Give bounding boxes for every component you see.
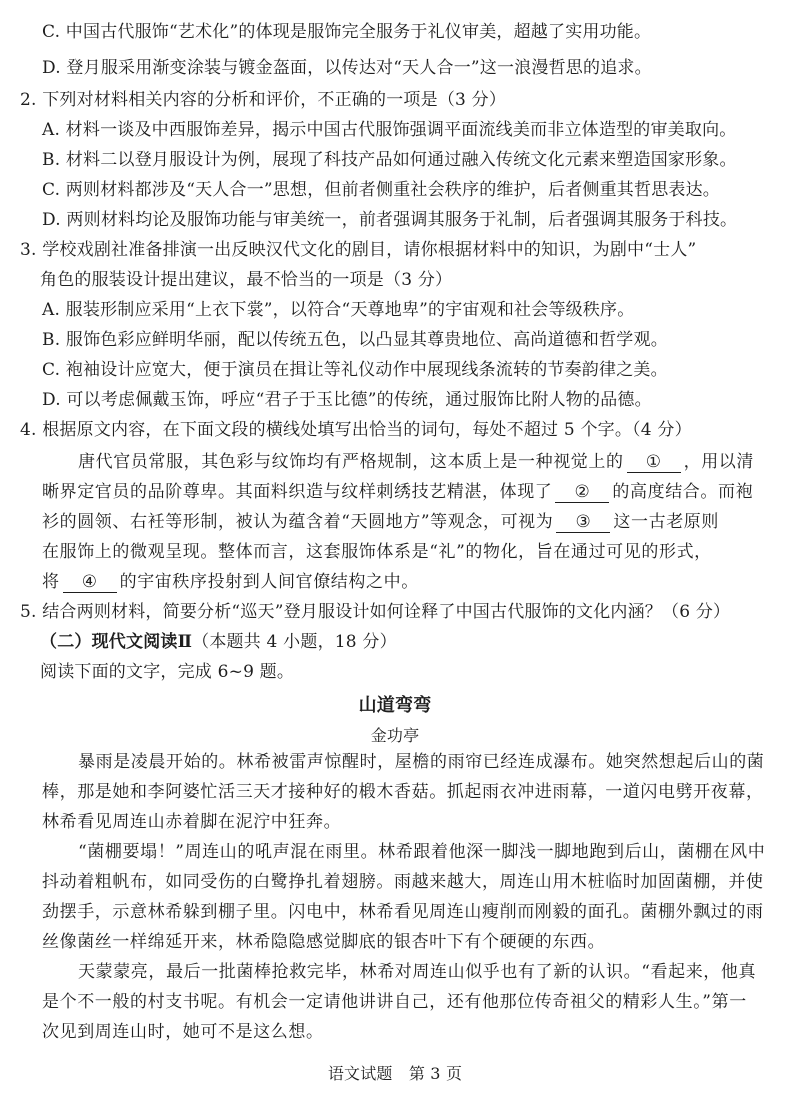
blank-4: ④	[63, 572, 117, 593]
q2-option-a: A. 材料一谈及中西服饰差异，揭示中国古代服饰强调平面流线美而非立体造型的审美取向。	[42, 120, 737, 140]
q3-option-b: B. 服饰色彩应鲜明华丽，配以传统五色，以凸显其尊贵地位、高尚道德和哲学观。	[42, 330, 668, 350]
story-para2-line3: 劲摆手，示意林希躲到棚子里。闪电中，林希看见周连山瘦削而刚毅的面孔。菌棚外飘过的雨	[42, 902, 764, 922]
story-para1-line1: 暴雨是凌晨开始的。林希被雷声惊醒时，屋檐的雨帘已经连成瀑布。她突然想起后山的菌	[78, 752, 765, 772]
q2-option-c: C. 两则材料都涉及“天人合一”思想，但前者侧重社会秩序的维护，后者侧重其哲思表达。	[42, 180, 720, 200]
q3-option-c: C. 袍袖设计应宽大，便于演员在揖让等礼仪动作中展现线条流转的节奏韵律之美。	[42, 360, 668, 380]
story-para3-line2: 是个不一般的村支书呢。有机会一定请他讲讲自己，还有他那位传奇祖父的精彩人生。”第一	[42, 992, 747, 1012]
story-para1-line3: 林希看见周连山赤着脚在泥泞中狂奔。	[42, 812, 342, 832]
blank-2: ②	[555, 482, 609, 503]
q4-passage-line1	[0, 450, 790, 474]
section-heading	[0, 630, 790, 654]
q2-option-b: B. 材料二以登月服设计为例，展现了科技产品如何通过融入传统文化元素来塑造国家形象。	[42, 150, 737, 170]
q1-option-c: C. 中国古代服饰“艺术化”的体现是服饰完全服务于礼仪审美，超越了实用功能。	[42, 22, 652, 42]
q2-option-d: D. 两则材料均论及服饰功能与审美统一，前者强调其服务于礼制，后者强调其服务于科技。	[42, 210, 738, 230]
q4-text: 这一古老原则	[613, 512, 719, 532]
q5-stem: 5. 结合两则材料，简要分析“巡天”登月服设计如何诠释了中国古代服饰的文化内涵？（6 分）	[20, 602, 731, 622]
q4-text: ，用以清	[683, 452, 755, 472]
q4-text: 的宇宙秩序投射到人间官僚结构之中。	[119, 572, 419, 592]
q4-passage-line2	[0, 480, 790, 504]
q3-stem-line2: 角色的服装设计提出建议，最不恰当的一项是（3 分）	[40, 270, 453, 290]
q4-text: 晰界定官员的品阶尊卑。其面料织造与纹样刺绣技艺精湛，体现了	[42, 482, 553, 502]
q4-text: 衫的圆领、右衽等形制，被认为蕴含着“天圆地方”等观念，可视为	[42, 512, 554, 532]
q4-passage-line5	[0, 570, 790, 594]
q1-option-d: D. 登月服采用渐变涂装与镀金盔面，以传达对“天人合一”这一浪漫哲思的追求。	[42, 58, 652, 78]
q4-text: 将	[42, 572, 60, 592]
page-footer: 语文试题 第 3 页	[327, 1064, 463, 1083]
section-instruction: 阅读下面的文字，完成 6~9 题。	[40, 662, 295, 682]
q3-option-a: A. 服装形制应采用“上衣下裳”，以符合“天尊地卑”的宇宙观和社会等级秩序。	[42, 300, 635, 320]
q2-stem: 2. 下列对材料相关内容的分析和评价，不正确的一项是（3 分）	[20, 90, 507, 110]
q3-option-d: D. 可以考虑佩戴玉饰，呼应“君子于玉比德”的传统，通过服饰比附人物的品德。	[42, 390, 652, 410]
story-para3-line1: 天蒙蒙亮，最后一批菌棒抢救完毕，林希对周连山似乎也有了新的认识。“看起来，他真	[78, 962, 757, 982]
story-author: 金功亭	[370, 726, 420, 745]
blank-1: ①	[627, 452, 681, 473]
story-para2-line1: “菌棚要塌！”周连山的吼声混在雨里。林希跟着他深一脚浅一脚地跑到后山，菌棚在风中	[78, 842, 766, 862]
q4-passage-line4: 在服饰上的微观呈现。整体而言，这套服饰体系是“礼”的物化，旨在通过可见的形式，	[42, 542, 712, 562]
story-para3-line3: 次见到周连山时，她可不是这么想。	[42, 1022, 324, 1042]
section-heading-bold: （二）现代文阅读Ⅱ	[40, 632, 193, 652]
q4-text: 唐代官员常服，其色彩与纹饰均有严格规制，这本质上是一种视觉上的	[78, 452, 624, 472]
q4-passage-line3	[0, 510, 790, 534]
story-para2-line4: 丝像菌丝一样绵延开来，林希隐隐感觉脚底的银杏叶下有个硬硬的东西。	[42, 932, 606, 952]
blank-3: ③	[556, 512, 610, 533]
story-title: 山道弯弯	[358, 695, 432, 716]
section-heading-rest: （本题共 4 小题，18 分）	[192, 632, 397, 652]
q4-stem: 4. 根据原文内容，在下面文段的横线处填写出恰当的词句，每处不超过 5 个字。（4 分）	[20, 420, 692, 440]
q3-stem-line1: 3. 学校戏剧社准备排演一出反映汉代文化的剧目，请你根据材料中的知识，为剧中“士人”	[20, 240, 697, 260]
story-para1-line2: 棒，那是她和李阿婆忙活三天才接种好的椴木香菇。抓起雨衣冲进雨幕，一道闪电劈开夜幕，	[42, 782, 764, 802]
q4-text: 的高度结合。而袍	[612, 482, 754, 502]
story-para2-line2: 抖动着粗帆布，如同受伤的白鹭挣扎着翅膀。雨越来越大，周连山用木桩临时加固菌棚，并使	[42, 872, 764, 892]
